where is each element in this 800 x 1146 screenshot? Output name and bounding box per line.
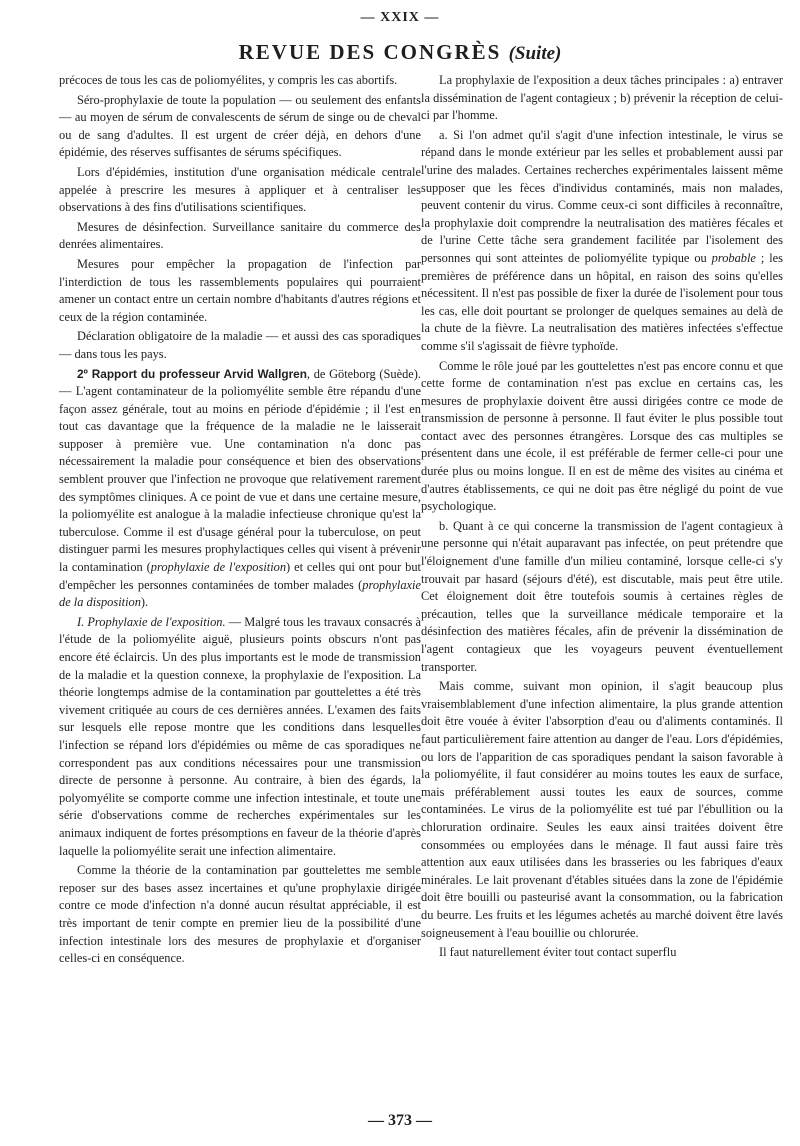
paragraph-wallgren-report [59,366,421,612]
paragraph-section-one [59,614,421,860]
paragraph: Lors d'épidémies, institution d'une organisation médicale centrale appelée à prescrire les mesures à appliquer et à centraliser les observations à des fins d'utilisations scientifiques. [59,164,421,215]
report-heading: 2º Rapport du professeur Arvid Wallgren [77,366,307,381]
italic-term: probable [711,250,756,265]
paragraph-text: ) et celles qui ont pour but d'empêcher les personnes contaminées de tomber malades ( [59,560,421,592]
paragraph-text: — Malgré tous les travaux consacrés à l'étude de la poliomyélite aiguë, plusieurs points obscurs n'ont pas encore été éclaircis. Un des plus importants est le mode de transmission de la maladie et la question connexe, la prophylaxie de l'exposition. La théorie longtemps admise de la contamination par gouttelettes a été très vivement critiquée au cours de ces dernières années. L'examen des faits sur lesquels elle repose montre que les conditions dans lesquelles l'infection se répand lors d'épidémies ou même de cas sporadiques ne correspondent pas aux conditions nécessaires pour une transmission directe de personne à personne. Au contraire, à bien des égards, la polyomyélite se comporte comme une infection intestinale, et toute une série d'observations comme de recherches expérimentales sur les animaux indiquent de fortes présomptions en faveur de la théorie d'après laquelle la poliomyélite serait une infection alimentaire. [59,614,421,858]
paragraph: Mesures pour empêcher la propagation de l'infection par l'interdiction de tous les rassemblements populaires qui pourraient amener un contact entre un certain nombre d'habitants d'autres régions et ceux de la région contaminée. [59,256,421,324]
right-column [421,72,783,962]
page-number: — 373 — [368,1112,432,1129]
section-heading: I. Prophylaxie de l'exposition. [77,614,226,629]
paragraph-text: ). [140,595,149,610]
paragraph: La prophylaxie de l'exposition a deux tâches principales : a) entraver la dissémination de l'agent contagieux ; b) prévenir la réception de celui-ci par l'homme. [421,73,783,123]
paragraph: Il faut naturellement éviter tout contact superflu [439,945,677,960]
paragraph-point-b: b. Quant à ce qui concerne la transmission de l'agent contagieux à une personne qui n'était auparavant pas infectée, on peut prétendre que l'éloignement d'une famille d'un milieu contaminé, lorsque celle-ci s'y trouvait par hasard (séjours d'été), est discutable, mais peut être utile. Cet éloignement doit être toutefois soumis à certaines règles de précaution, telles que la surveillance médicale temporaire et la désinfection des matières fécales, afin de prévenir la dissémination de l'agent contagieux que les voyageurs peuvent éventuellement transporter. [421,518,783,674]
paragraph-text: ; les premières de préférence dans un hôpital, en raison des soins qu'elles nécessitent. Il n'est pas possible de fixer la durée de l'isolement pour tous les cas, elle doit pourtant se prolonger de quelques semaines au delà de la chute de la fièvre. La neutralisation des matières infectées s'effectue comme s'il s'agissait de fièvre typhoïde. [421,250,783,353]
paragraph-point-a [421,127,783,356]
paragraph: Déclaration obligatoire de la maladie — et aussi des cas sporadiques — dans tous les pays. [59,329,421,361]
journal-title: REVUE DES CONGRÈS [238,40,502,64]
paragraph-text: , de Göteborg (Suède). — L'agent contaminateur de la poliomyélite semble être répandu d'une façon assez générale, tout au moins en période d'épidémie ; il l'est en tout cas davantage que la fréquence de la maladie ne le laisserait supposer à première vue. Une contamination n'a donc pas nécessairement la maladie pour conséquence et bien des observations semblent prouver que l'infection ne provoque que relativement rarement des symptômes cliniques. A ce point de vue et dans une certaine mesure, la poliomyélite est analogue à la maladie infectieuse chronique qu'est la tuberculose. Comme il est d'usage général pour la tuberculose, on peut distinguer parmi les mesures prophylactiques celles qui visent à prévenir la contamination ( [59,366,421,575]
italic-term: prophylaxie de l'exposition [150,560,287,575]
paragraph: Comme le rôle joué par les gouttelettes n'est pas encore connu et que cette forme de contamination n'est pas exclue en certains cas, les mesures de prophylaxie doivent être aussi dirigées contre ce mode de transmission de personne à personne. Il faut éviter le plus possible tout contact avec des personnes étrangères. Lorsque des cas multiples se présentent dans une école, il est préférable de fermer celle-ci pour une durée plus ou moins longue. Il en est de même des visites au cinéma et d'autres établissements, ce qui ne doit pas être négligé du point de vue psychologique. [421,358,783,514]
paragraph: précoces de tous les cas de poliomyélites, y compris les cas abortifs. [59,73,398,87]
italic-term: prophylaxie de la disposition [59,577,421,610]
title-suffix: (Suite) [508,43,562,64]
paragraph: Mais comme, suivant mon opinion, il s'agit beaucoup plus vraisemblablement d'une infection alimentaire, la plus grande attention doit être vouée à éviter l'absorption d'eau ou d'aliments contaminés. Il faut particulièrement faire attention au danger de l'eau. Lors d'épidémies, ou lors de l'apparition de cas sporadiques pendant la saison favorable à la poliomyélite, il faut considérer au moins toutes les eaux de surface, mais préférablement aussi toutes les eaux de sources, comme contaminées. Le virus de la poliomyélite est tué par l'ébullition ou la chloruration ordinaire. Seules les eaux ainsi traitées doivent être consommées ou employées dans le ménage. Il faut aussi faire très attention aux eaux utilisées dans les brasseries ou les fabriques d'eaux minérales. Le lait provenant d'étables situées dans la zone de l'épidémie doit être bouilli ou pasteurisé avant la consommation, ou la fabrication du beurre. Les fruits et les légumes achetés au marché doivent être lavés soigneusement à l'eau bouillie ou chlorurée. [421,679,783,940]
paragraph: Mesures de désinfection. Surveillance sanitaire du commerce des denrées alimentaires. [59,219,421,252]
running-title [0,40,800,65]
left-column [59,72,421,968]
paragraph: Séro-prophylaxie de toute la population — ou seulement des enfants — au moyen de sérum de convalescents de sérum de singe ou de cheval ou de sang d'adultes. Il est urgent de créer déjà, en dehors d'une épidémie, des réserves suffisantes de sérums spécifiques. [59,92,421,160]
paragraph-text: a. Si l'on admet qu'il s'agit d'une infection intestinale, le virus se répand dans le monde extérieur par les selles et probablement aussi par l'urine des malades. Certaines recherches expérimentales laissent même supposer que les fèces d'individus contaminés, mais non malades, peuvent contenir du virus. Comme ceux-ci sont difficiles à reconnaître, la prophylaxie doit comprendre la neutralisation des matières fécales et de l'urine Cette tâche sera grandement facilitée par l'isolement des personnes qui sont atteintes de poliomyélite typique ou [421,127,783,265]
page-roman-numeral: — XXIX — [360,10,440,25]
paragraph: Comme la théorie de la contamination par gouttelettes me semble reposer sur des bases assez incertaines et qu'une prophylaxie dirigée contre ce mode d'infection n'a donné aucun résultat appréciable, il est très important de tenir compte en premier lieu de la possibilité d'une infection intestinale lors des mesures de prophylaxie et d'organiser celles-ci en conséquence. [59,863,421,966]
